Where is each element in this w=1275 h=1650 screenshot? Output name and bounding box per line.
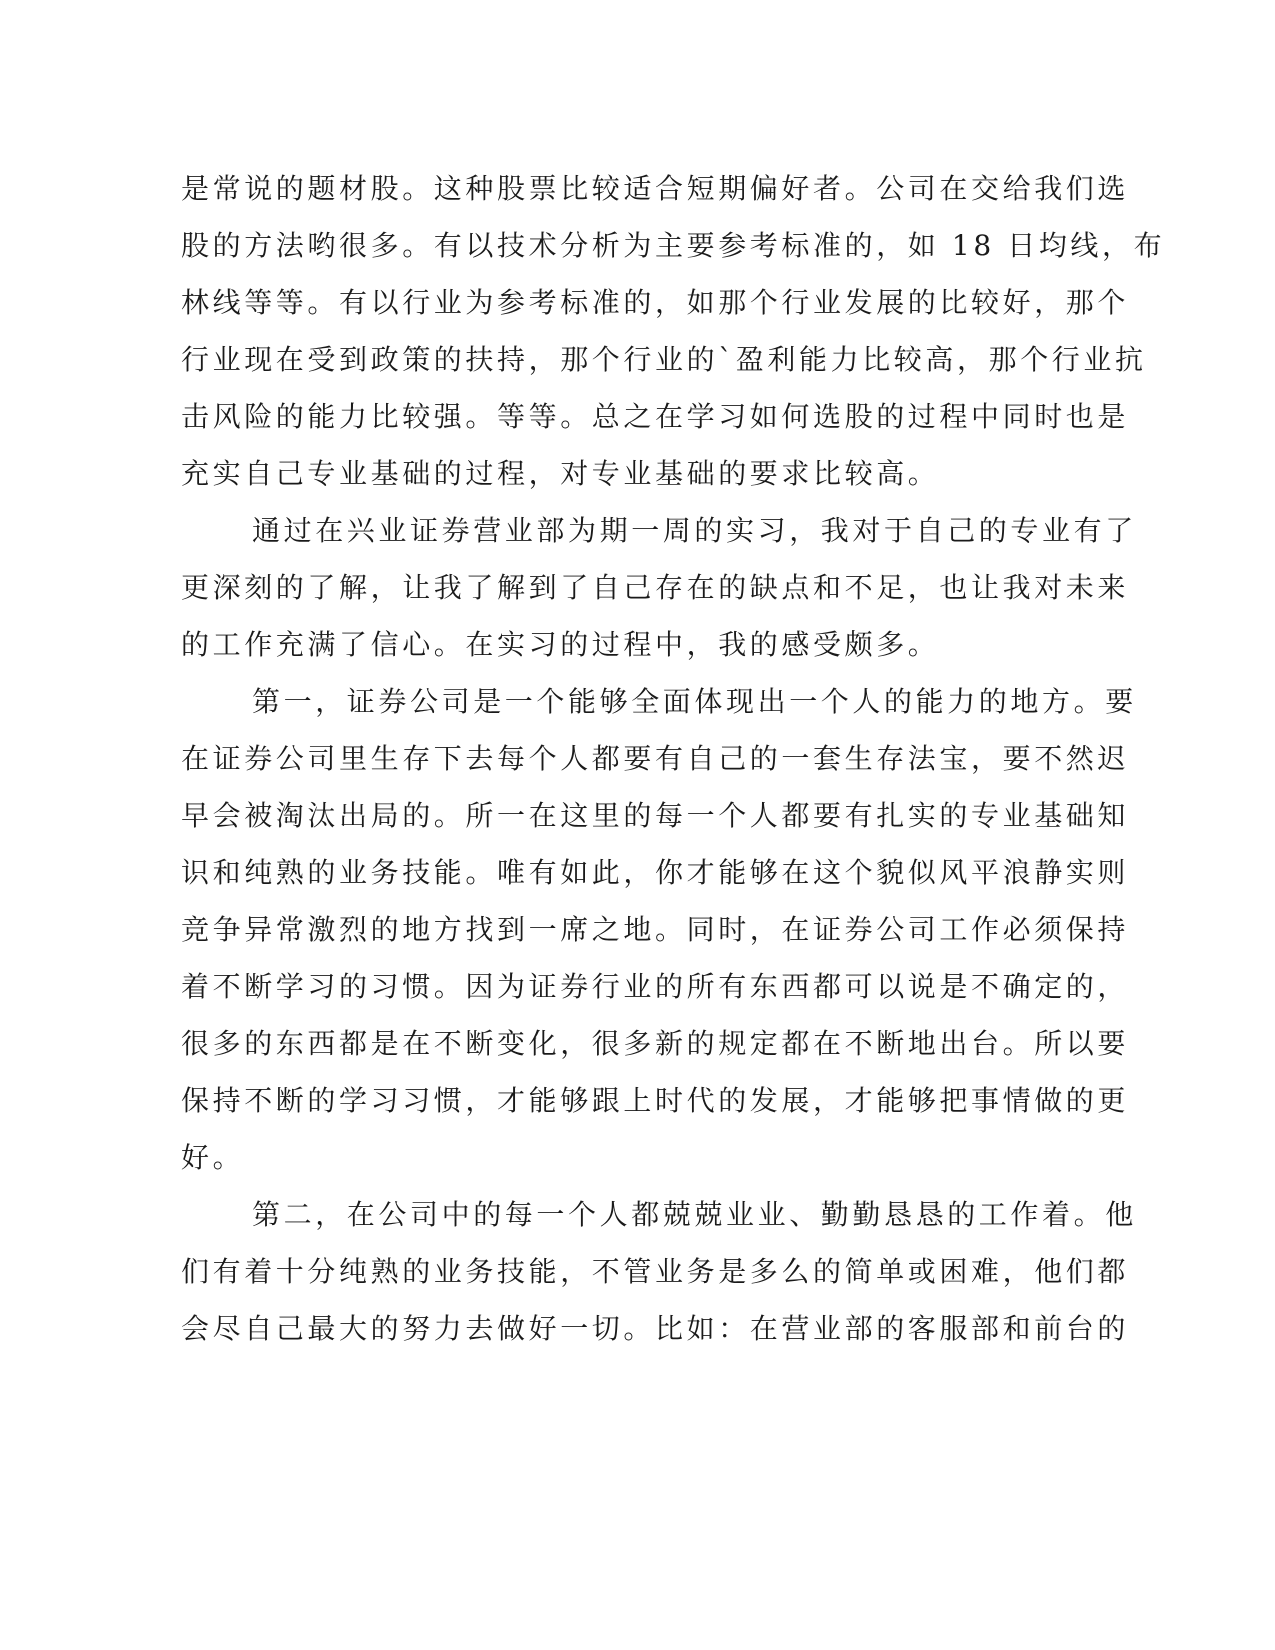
paragraph-stock-selection xyxy=(181,160,1166,502)
text-line: 股的方法哟很多。有以技术分析为主要参考标准的，如 18 日均线，布 xyxy=(181,229,1166,262)
text-line: 好。 xyxy=(181,1141,245,1174)
text-line: 保持不断的学习习惯，才能够跟上时代的发展，才能够把事情做的更 xyxy=(181,1084,1130,1117)
text-line: 早会被淘汰出局的。所一在这里的每一个人都要有扎实的专业基础知 xyxy=(181,799,1130,832)
text-line: 在证券公司里生存下去每个人都要有自己的一套生存法宝，要不然迟 xyxy=(181,742,1130,775)
text-line: 竞争异常激烈的地方找到一席之地。同时，在证券公司工作必须保持 xyxy=(181,913,1130,946)
text-line: 更深刻的了解，让我了解到了自己存在的缺点和不足，也让我对未来 xyxy=(181,571,1130,604)
paragraph-point-one xyxy=(181,673,1137,1186)
text-line: 很多的东西都是在不断变化，很多新的规定都在不断地出台。所以要 xyxy=(181,1027,1130,1060)
text-line: 第一，证券公司是一个能够全面体现出一个人的能力的地方。要 xyxy=(252,685,1137,718)
text-line: 充实自己专业基础的过程，对专业基础的要求比较高。 xyxy=(181,457,940,490)
paragraph-internship-summary xyxy=(181,502,1137,673)
text-line: 击风险的能力比较强。等等。总之在学习如何选股的过程中同时也是 xyxy=(181,400,1130,433)
text-line: 第二，在公司中的每一个人都兢兢业业、勤勤恳恳的工作着。他 xyxy=(252,1198,1137,1231)
text-line: 会尽自己最大的努力去做好一切。比如：在营业部的客服部和前台的 xyxy=(181,1312,1130,1345)
text-line: 识和纯熟的业务技能。唯有如此，你才能够在这个貌似风平浪静实则 xyxy=(181,856,1130,889)
text-line: 的工作充满了信心。在实习的过程中，我的感受颇多。 xyxy=(181,628,940,661)
paragraph-point-two xyxy=(181,1186,1137,1357)
text-line: 通过在兴业证券营业部为期一周的实习，我对于自己的专业有了 xyxy=(252,514,1137,547)
text-line: 是常说的题材股。这种股票比较适合短期偏好者。公司在交给我们选 xyxy=(181,172,1130,205)
text-line: 行业现在受到政策的扶持，那个行业的`盈利能力比较高，那个行业抗 xyxy=(181,343,1147,376)
text-line: 们有着十分纯熟的业务技能，不管业务是多么的简单或困难，他们都 xyxy=(181,1255,1130,1288)
text-line: 林线等等。有以行业为参考标准的，如那个行业发展的比较好，那个 xyxy=(181,286,1130,319)
document-body xyxy=(181,160,1166,1357)
text-line: 着不断学习的习惯。因为证券行业的所有东西都可以说是不确定的， xyxy=(181,970,1130,1003)
